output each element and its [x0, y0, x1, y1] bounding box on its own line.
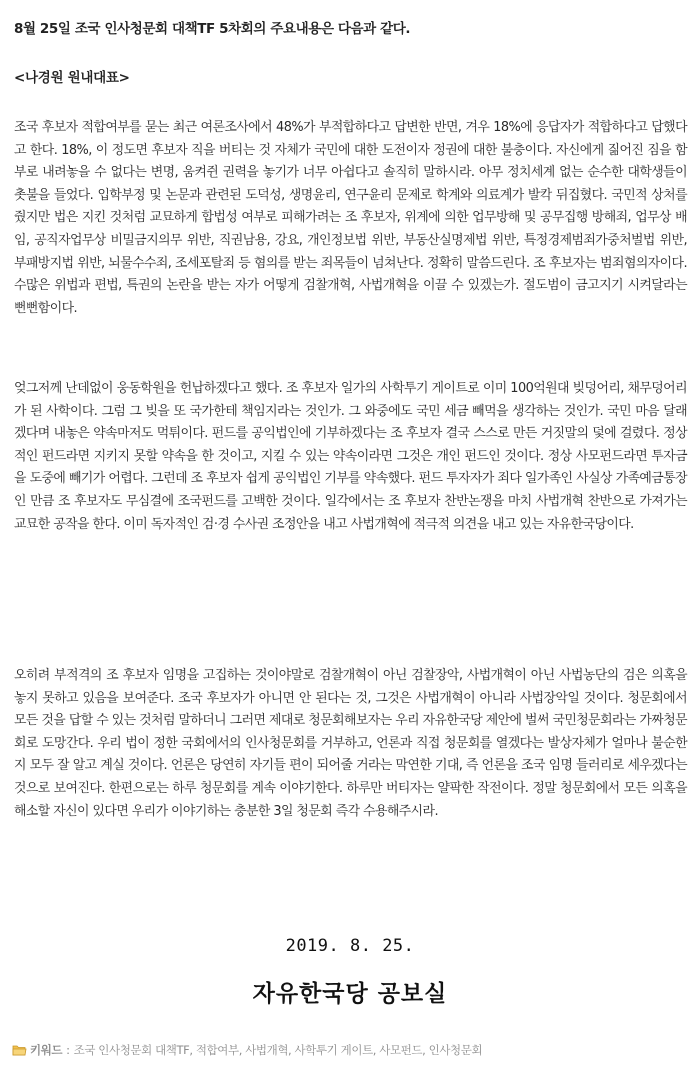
release-date: 2019. 8. 25. [285, 936, 415, 956]
speaker-label: <나경원 원내대표> [14, 70, 130, 86]
keywords-separator: : [66, 1043, 70, 1057]
body-paragraph-2: 엊그저께 난데없이 웅동학원을 헌납하겠다고 했다. 조 후보자 일가의 사학투기 게이트로 이미 100억원대 빚덩어리, 채무덩어리가 된 사학이다. 그럼 그 빚을 또 국가한테 책임지라는 것인가. 그 와중에도 국민 세금 빼먹을 생각하는 것인가. 국민 마음 달래겠다며 내놓은 약속마저도 먹튀이다. 펀드를 공익법인에 기부하겠다는 조 후보자 결국 스스로 만든 거짓말의 덫에 걸렸다. 정상적인 펀드라면 지키지 못할 약속을 한 것이고, 지킬 수 있는 약속이라면 그것은 개인 펀드인 것이다. 정상 사모펀드라면 투자금을 도중에 빼기가 어렵다. 그런데 조 후보자 쉽게 공익법인 기부를 약속했다. 펀드 투자자가 죄다 일가족인 사실상 가족예금통장인 만큼 조 후보자도 무심결에 조국펀드를 고백한 것이다. 일각에서는 조 후보자 찬반논쟁을 마치 사법개혁 찬반으로 가져가는 교묘한 공작을 한다. 이미 독자적인 검·경 수사권 조정안을 내고 사법개혁에 적극적 의견을 내고 있는 자유한국당이다. [14, 381, 687, 532]
folder-tag-icon [12, 1044, 27, 1056]
issuer-name: 자유한국당 공보실 [252, 981, 448, 1007]
release-heading: 8월 25일 조국 인사청문회 대책TF 5차회의 주요내용은 다음과 같다. [14, 21, 411, 37]
keywords-bar [12, 1041, 482, 1059]
keywords-list[interactable]: 조국 인사청문회 대책TF, 적합여부, 사법개혁, 사학투기 게이트, 사모펀드, 인사청문회 [73, 1043, 483, 1057]
keywords-label: 키워드 [30, 1043, 63, 1057]
body-paragraph-3: 오히려 부적격의 조 후보자 임명을 고집하는 것이야말로 검찰개혁이 아닌 검찰장악, 사법개혁이 아닌 사법농단의 검은 의혹을 놓지 못하고 있음을 보여준다. 조국 후보자가 아니면 안 된다는 것, 그것은 사법개혁이 아니라 사법장악일 것이다. 청문회에서 모든 것을 답할 수 있는 것처럼 말하더니 그러면 제대로 청문회해보자는 우리 자유한국당 제안에 벌써 국민청문회라는 가짜청문회로 도망간다. 우리 법이 정한 국회에서의 인사청문회를 거부하고, 언론과 직접 청문회를 열겠다는 발상자체가 얼마나 불순한지 모두 잘 알고 계실 것이다. 언론은 당연히 자기들 편이 되어줄 거라는 막연한 기대, 즉 언론을 조국 임명 들러리로 세우겠다는 것으로 보여진다. 한편으로는 하루 청문회를 계속 이야기한다. 하루만 버티자는 얄팍한 작전이다. 정말 청문회에서 모든 의혹을 해소할 자신이 있다면 우리가 이야기하는 충분한 3일 청문회 즉각 수용해주시라. [14, 668, 687, 819]
body-paragraph-1: 조국 후보자 적합여부를 묻는 최근 여론조사에서 48%가 부적합하다고 답변한 반면, 겨우 18%에 응답자가 적합하다고 답했다고 한다. 18%, 이 정도면 후보자 직을 버티는 것 자체가 국민에 대한 도전이자 정권에 대한 불충이다. 자신에게 짊어진 짐을 함부로 내려놓을 수 없다는 변명, 움켜쥔 권력을 놓기가 너무 아쉽다고 솔직히 말하시라. 아무 정치세계 없는 순수한 대학생들이 촛불을 들었다. 입학부정 및 논문과 관련된 도덕성, 생명윤리, 연구윤리 문제로 학계와 의료계가 발칵 뒤집혔다. 국민적 상처를 줬지만 법은 지킨 것처럼 교묘하게 합법성 여부로 피해가려는 조 후보자, 위계에 의한 업무방해 및 공무집행 방해죄, 업무상 배임, 공직자업무상 비밀금지의무 위반, 직권남용, 강요, 개인정보법 위반, 부동산실명제법 위반, 특정경제범죄가중처벌법 위반, 부패방지법 위반, 뇌물수수죄, 조세포탈죄 등 혐의를 받는 죄목들이 넘쳐난다. 정확히 말씀드린다. 조 후보자는 범죄혐의자이다. 수많은 위법과 편법, 특권의 논란을 받는 자가 어떻게 검찰개혁, 사법개혁을 이끌 수 있겠는가. 절도범이 금고지기 시켜달라는 뻔뻔함이다. [14, 120, 687, 316]
